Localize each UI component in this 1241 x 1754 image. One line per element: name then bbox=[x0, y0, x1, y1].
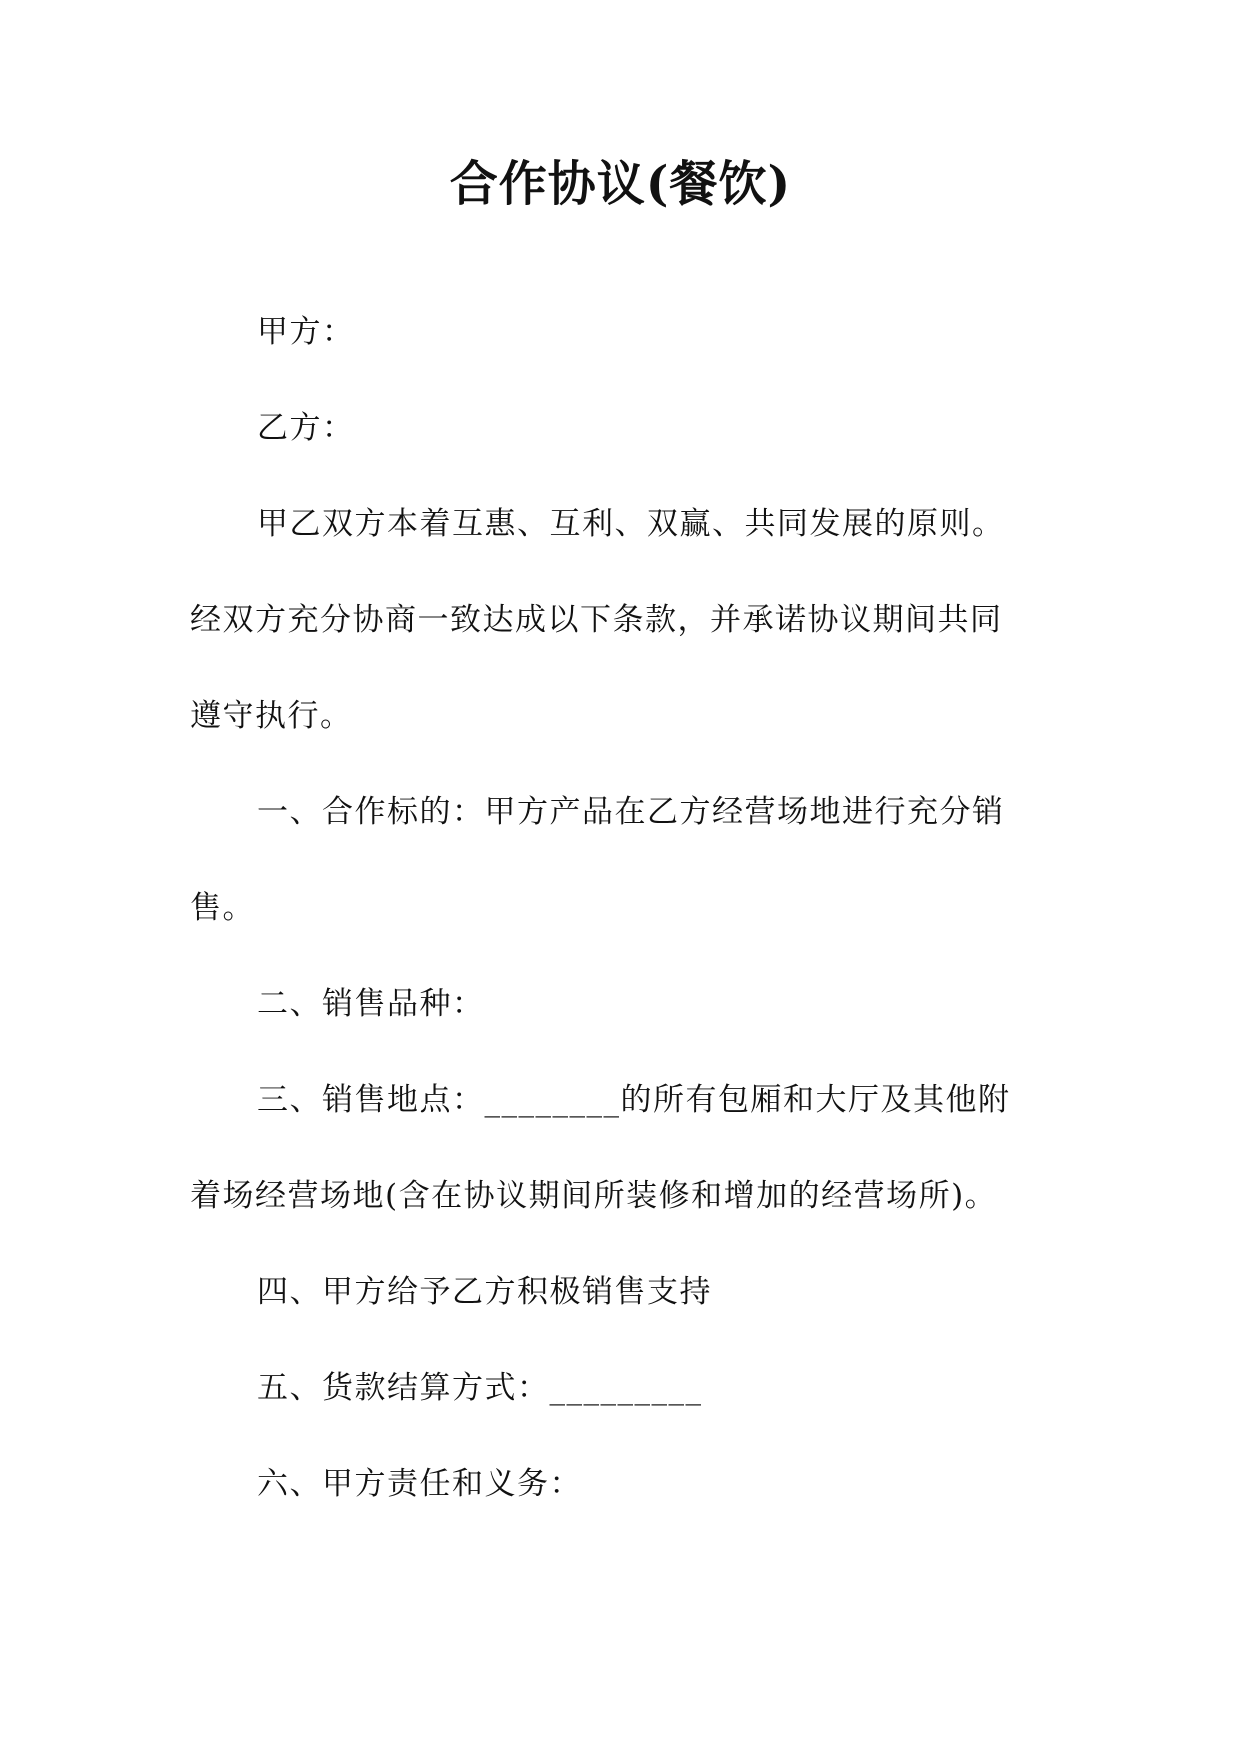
clause-4-line: 四、甲方给予乙方积极销售支持 bbox=[257, 1274, 712, 1310]
clause-3-line-2: 着场经营场地(含在协议期间所装修和增加的经营场所)。 bbox=[190, 1178, 998, 1214]
party-b-line: 乙方： bbox=[257, 410, 355, 446]
preamble-line-1: 甲乙双方本着互惠、互利、双赢、共同发展的原则。 bbox=[257, 506, 1005, 542]
document-title: 合作协议(餐饮) bbox=[449, 156, 792, 212]
clause-2-line: 二、销售品种： bbox=[257, 986, 485, 1022]
clause-6-line: 六、甲方责任和义务： bbox=[257, 1466, 582, 1502]
preamble-line-3: 遵守执行。 bbox=[190, 698, 353, 734]
clause-3-line-1: 三、销售地点：________的所有包厢和大厅及其他附 bbox=[257, 1082, 1011, 1118]
preamble-line-2: 经双方充分协商一致达成以下条款，并承诺协议期间共同 bbox=[190, 602, 1003, 638]
clause-5-line: 五、货款结算方式：_________ bbox=[257, 1370, 703, 1406]
party-a-line: 甲方： bbox=[257, 314, 355, 350]
clause-1-line-2: 售。 bbox=[190, 890, 255, 926]
clause-1-line-1: 一、合作标的：甲方产品在乙方经营场地进行充分销 bbox=[257, 794, 1005, 830]
